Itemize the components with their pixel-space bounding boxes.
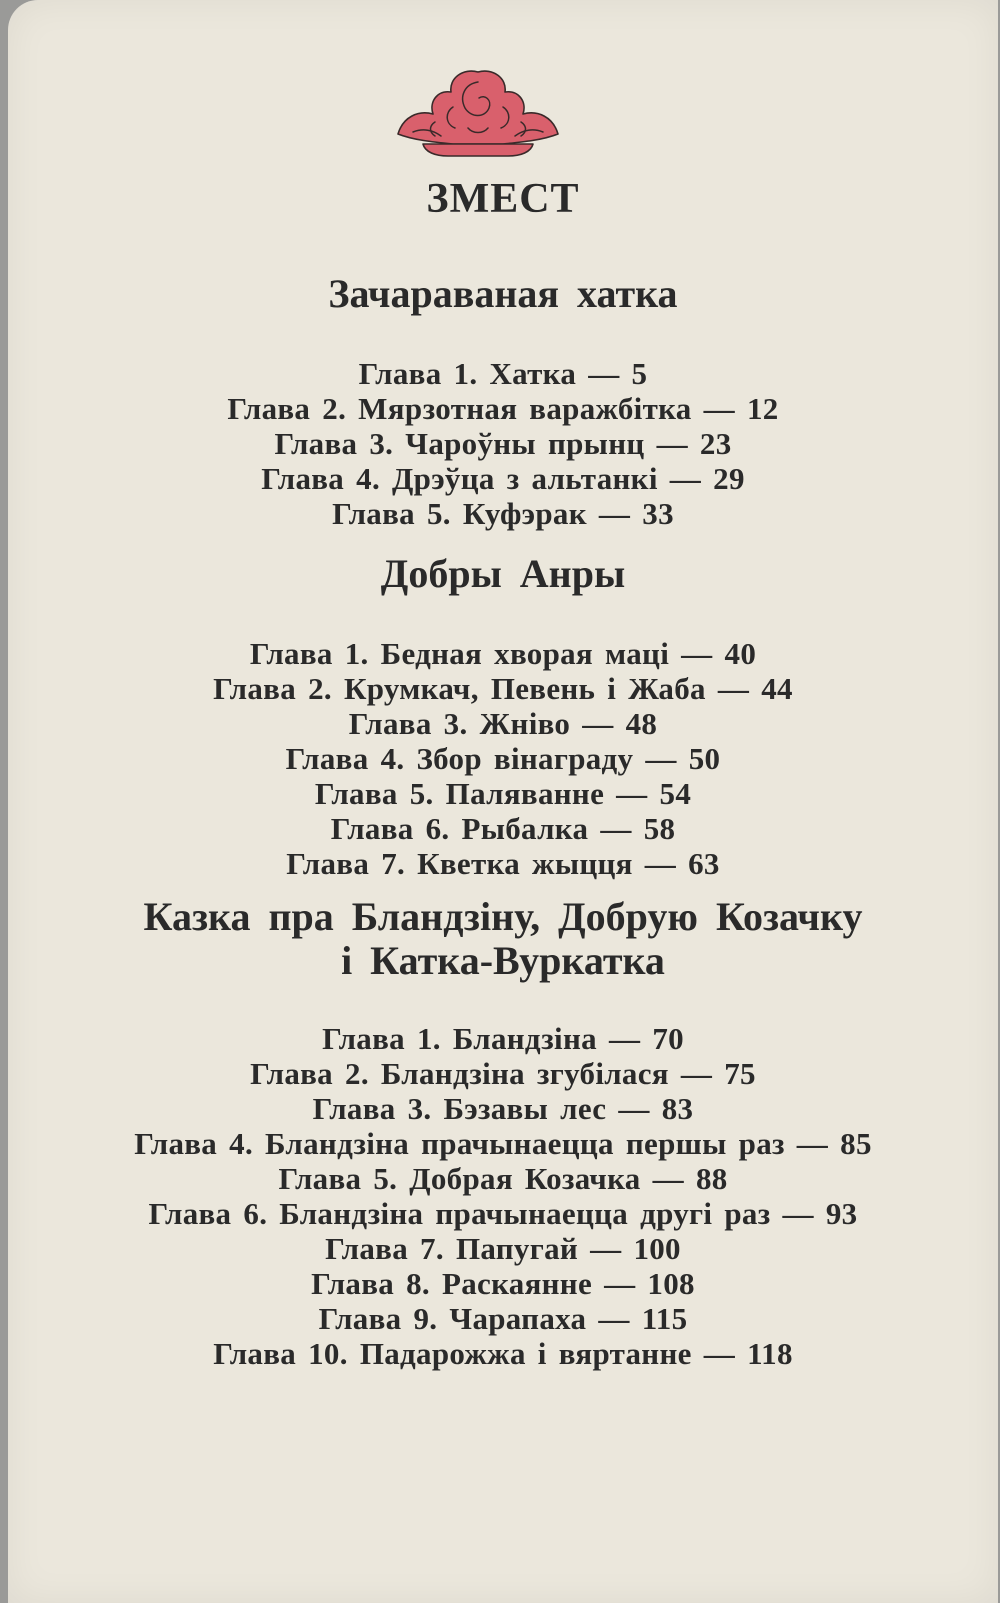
chapter-entry: Глава 7. Кветка жыцця — 63 — [286, 846, 720, 881]
chapter-list — [8, 1021, 998, 1371]
chapter-entry: Глава 2. Крумкач, Певень і Жаба — 44 — [213, 671, 793, 706]
red-floral-ornament-icon — [393, 62, 563, 162]
story-section — [8, 552, 998, 881]
story-title-line: Казка пра Бландзіну, Добрую Козачку — [143, 894, 863, 939]
chapter-list — [8, 636, 998, 881]
chapter-entry: Глава 3. Жніво — 48 — [348, 706, 658, 741]
chapter-entry: Глава 8. Раскаянне — 108 — [311, 1266, 695, 1301]
chapter-entry: Глава 5. Добрая Козачка — 88 — [278, 1161, 728, 1196]
chapter-entry: Глава 1. Бедная хворая маці — 40 — [249, 636, 757, 671]
story-title — [8, 552, 998, 596]
chapter-entry: Глава 1. Хатка — 5 — [358, 356, 648, 391]
story-title-line: Зачараваная хатка — [328, 271, 678, 316]
chapter-entry: Глава 2. Мярзотная варажбітка — 12 — [227, 391, 779, 426]
chapter-entry: Глава 6. Рыбалка — 58 — [330, 811, 676, 846]
chapter-entry: Глава 5. Куфэрак — 33 — [332, 496, 674, 531]
chapter-entry: Глава 10. Падарожжа і вяртанне — 118 — [213, 1336, 793, 1371]
story-section — [8, 272, 998, 531]
chapter-entry: Глава 9. Чарапаха — 115 — [318, 1301, 688, 1336]
story-title — [8, 895, 998, 983]
chapter-entry: Глава 4. Бландзіна прачынаецца першы раз — 85 — [134, 1126, 872, 1161]
chapter-entry: Глава 5. Паляванне — 54 — [314, 776, 692, 811]
chapter-entry: Глава 7. Папугай — 100 — [325, 1231, 681, 1266]
story-title — [8, 272, 998, 316]
chapter-entry: Глава 1. Бландзіна — 70 — [322, 1021, 684, 1056]
chapter-entry: Глава 3. Бэзавы лес — 83 — [312, 1091, 694, 1126]
table-of-contents-title: ЗМЕСТ — [426, 176, 580, 222]
story-title-line: і Катка-Вуркатка — [341, 938, 665, 983]
story-section — [8, 895, 998, 1371]
chapter-entry: Глава 4. Дрэўца з альтанкі — 29 — [261, 461, 745, 496]
story-title-line: Добры Анры — [380, 551, 626, 596]
chapter-entry: Глава 3. Чароўны прынц — 23 — [274, 426, 732, 461]
chapter-entry: Глава 2. Бландзіна згубілася — 75 — [250, 1056, 756, 1091]
chapter-list — [8, 356, 998, 531]
book-page — [8, 0, 998, 1603]
chapter-entry: Глава 4. Збор вінаграду — 50 — [285, 741, 721, 776]
chapter-entry: Глава 6. Бландзіна прачынаецца другі раз — 93 — [148, 1196, 858, 1231]
